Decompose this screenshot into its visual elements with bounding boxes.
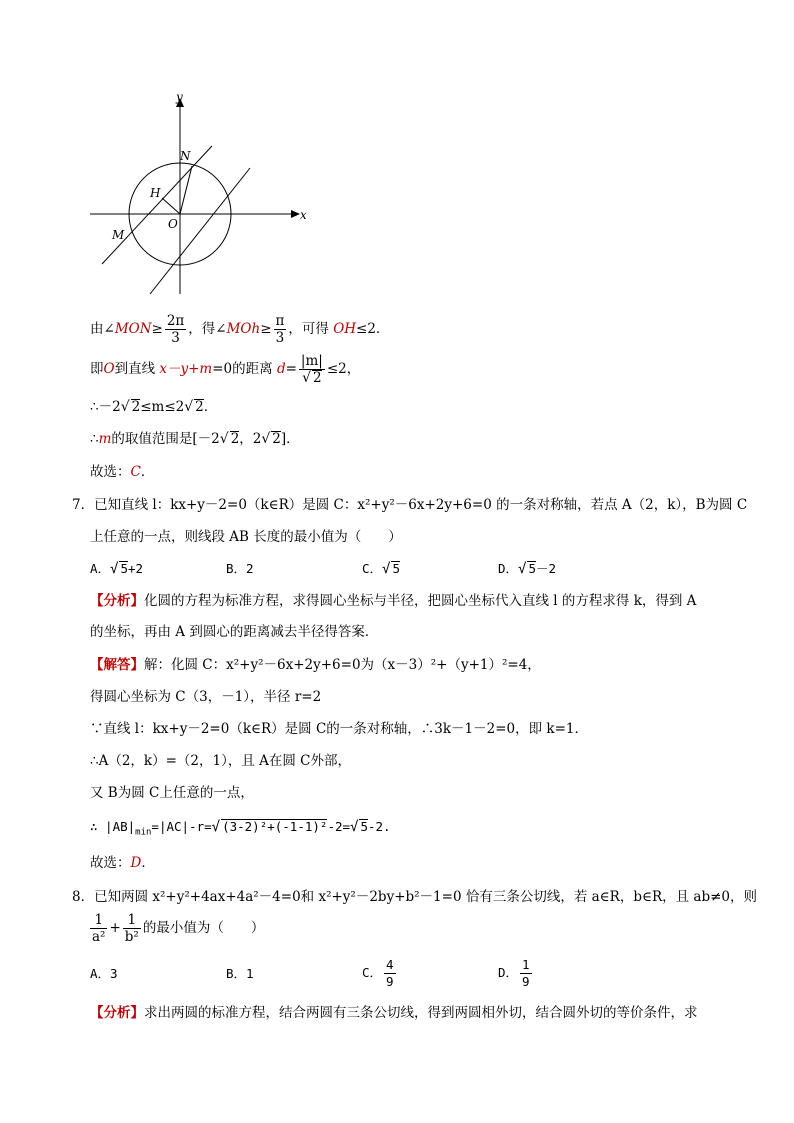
q7-stem-line-1: 7．已知直线 l：kx+y－2=0（k∈R）是圆 C：x²+y²－6x+2y+6=0 的一条对称轴，若点 A（2，k），B为圆 C bbox=[72, 497, 748, 513]
q7-answer: 故选：D． bbox=[90, 855, 155, 871]
q7-option-b: B．2 bbox=[226, 561, 254, 576]
q8-option-d: D． $\frac{1}{9}$ bbox=[498, 957, 530, 989]
q8-option-b: B．1 bbox=[226, 966, 254, 981]
segment-oh bbox=[162, 198, 180, 214]
q8-stem-line-1: 8．已知两圆 x²+y²+4ax+4a²－4=0和 x²+y²－2by+b²－1=0 恰有三条公切线，若 a∈R，b∈R，且 ab≠0，则 bbox=[72, 889, 758, 905]
frac-4-9: $\frac{4}{9}$ bbox=[386, 957, 394, 989]
line-tangent bbox=[150, 168, 250, 294]
sol6-line-3: ∴－2√ 2≤m≤2√ 2． bbox=[90, 399, 218, 415]
q7-solution-line-2: 得圆心坐标为 C（3，－1），半径 r=2 bbox=[90, 689, 322, 705]
q8-option-c: C． $\frac{4}{9}$ bbox=[362, 957, 394, 989]
frac-2pi-3: $\frac{2\pi}{3}$ bbox=[166, 313, 185, 346]
frac-pi-3: $\frac{\pi}{3}$ bbox=[275, 313, 285, 346]
line-mn bbox=[102, 146, 212, 264]
frac-1-9: $\frac{1}{9}$ bbox=[522, 957, 530, 989]
q7-analysis-line-1: 【分析】化圆的方程为标准方程，求得圆心坐标与半径，把圆心坐标代入直线 l 的方程求得 k，得到 A bbox=[90, 593, 697, 609]
sol6-line-2: 即O到直线 x－y+m=0的距离 d= $\frac{|m|}{√ 2}$ ≤2， bbox=[90, 353, 361, 386]
frac-m-sqrt2: $\frac{|m|}{√ 2}$ bbox=[300, 353, 323, 386]
q7-stem-line-2: 上任意的一点，则线段 AB 长度的最小值为（ ） bbox=[90, 529, 402, 545]
q8-stem-line-2: $\frac{1}{\text{a²}}$ + $\frac{1}{\text{b²}}$ 的最小值为（ ） bbox=[92, 912, 265, 945]
sol6-answer: 故选：C． bbox=[90, 464, 155, 480]
q7-option-c: C．√ 5 bbox=[362, 561, 400, 577]
q7-solution-line-5: 又 B为圆 C上任意的一点， bbox=[90, 785, 254, 801]
q7-solution-line-1: 【解答】解：化圆 C：x²+y²－6x+2y+6=0为（x－3）²+（y+1）²=4， bbox=[90, 657, 541, 673]
x-axis-arrow bbox=[291, 210, 300, 218]
q7-option-d: D．√ 5－2 bbox=[498, 561, 557, 577]
point-m-label: M bbox=[112, 228, 125, 242]
sol6-line-1: 由∠MON≥ $\frac{2\pi}{3}$ ，得∠MOh≥ $\frac{\pi}{3}$ ，可得 OH≤2． bbox=[90, 313, 390, 346]
q7-option-a: A．√ 5+2 bbox=[90, 561, 144, 577]
q7-solution-line-4: ∴A（2，k）=（2，1），且 A在圆 C外部， bbox=[90, 753, 352, 769]
q8-option-a: A．3 bbox=[90, 966, 118, 981]
circle-line-figure bbox=[84, 88, 314, 298]
frac-1-a2: $\frac{1}{\text{a²}}$ bbox=[92, 912, 106, 945]
q7-analysis-line-2: 的坐标，再由 A 到圆心的距离减去半径得答案． bbox=[90, 624, 379, 640]
point-o-label: O bbox=[168, 217, 178, 231]
axis-y-label: y bbox=[176, 90, 183, 104]
sol6-line-4: ∴m的取值范围是[－2√ 2，2√ 2]． bbox=[90, 431, 300, 447]
axis-x-label: x bbox=[300, 208, 307, 222]
q8-analysis-line-1: 【分析】求出两圆的标准方程，结合两圆有三条公切线，得到两圆相外切，结合圆外切的等价条件，求 bbox=[90, 1005, 698, 1021]
point-n-label: N bbox=[180, 149, 191, 163]
frac-1-b2: $\frac{1}{\text{b²}}$ bbox=[124, 912, 139, 945]
q7-solution-line-3: ∵直线 l：kx+y－2=0（k∈R）是圆 C的一条对称轴，∴3k－1－2=0，即 k=1． bbox=[90, 721, 589, 737]
q7-solution-line-6: ∴ $|AB|_{min}=|AC|-r=√$ (3-2)²+(-1-1)²-2=√ 5-2. bbox=[90, 819, 391, 838]
point-h-label: H bbox=[150, 186, 161, 200]
